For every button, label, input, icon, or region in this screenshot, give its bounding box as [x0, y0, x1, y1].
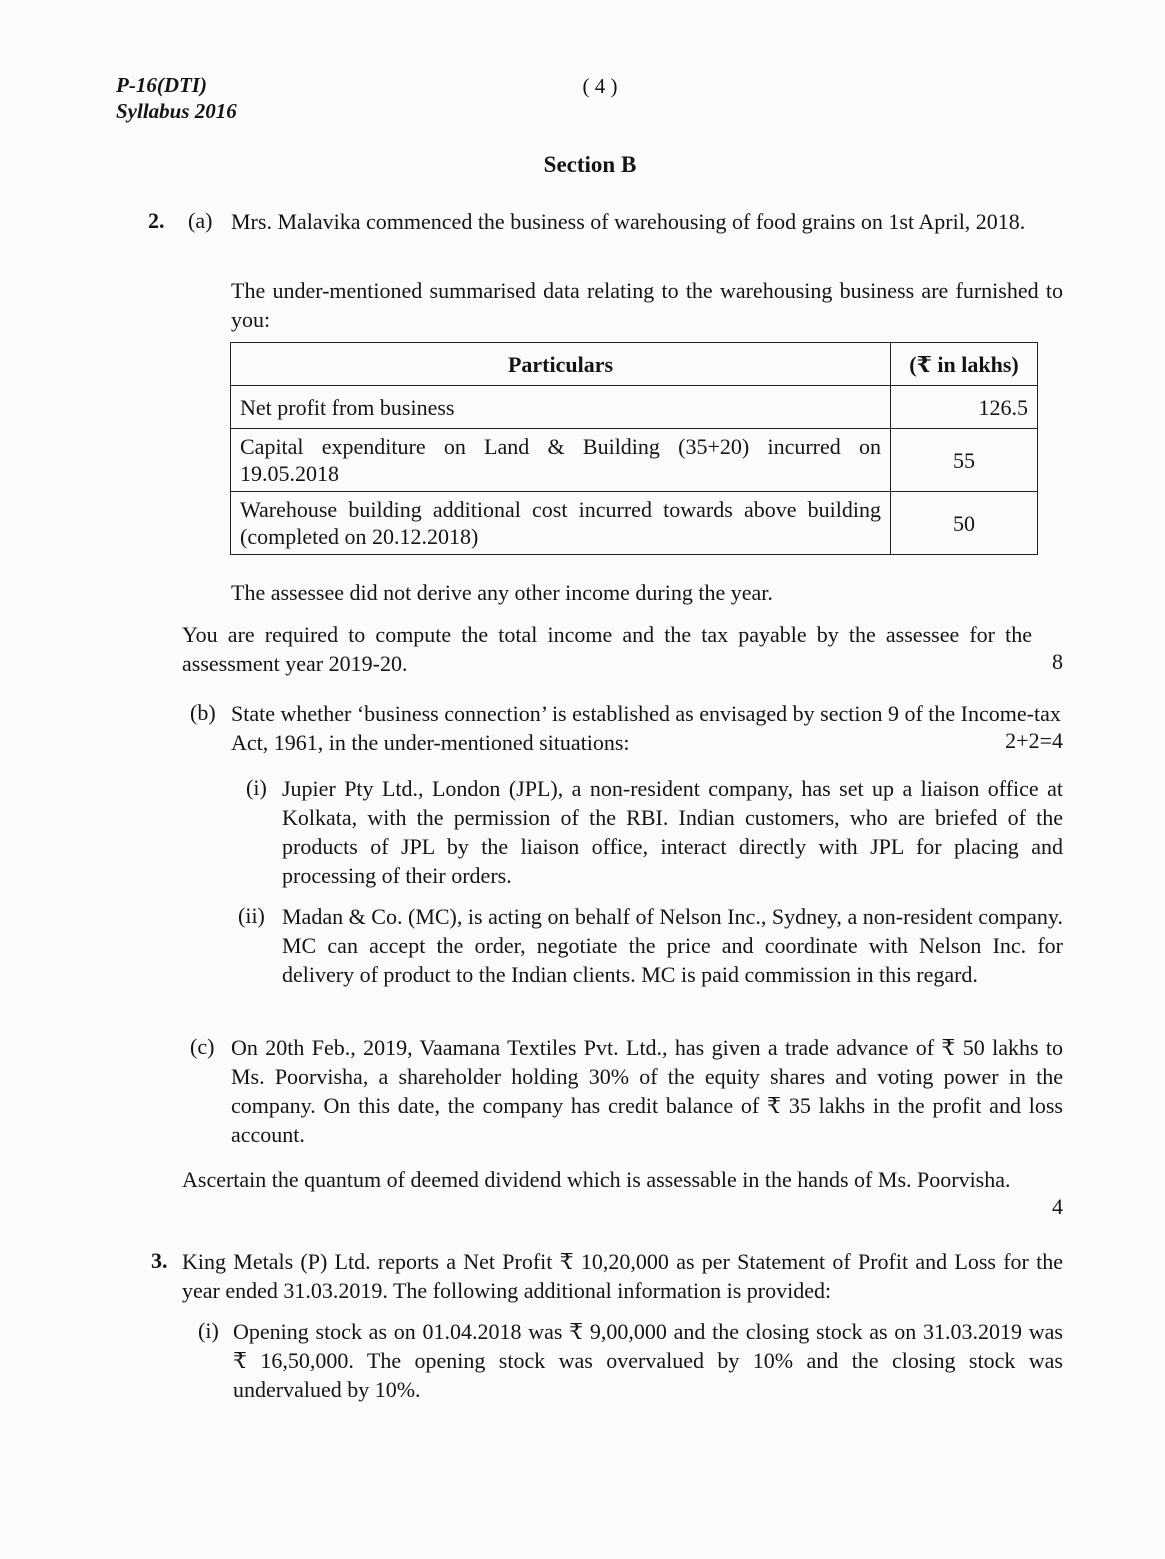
q2c-text: On 20th Feb., 2019, Vaamana Textiles Pvt. Ltd., has given a trade advance of ₹ 50 lakhs to Ms. Poorvisha, a shareholder holding 30% of the equity shares and voting power in the company. On this date, the company has credit balance of ₹ 35 lakhs in the profit and loss account. [231, 1035, 1063, 1147]
syllabus-label: Syllabus 2016 [116, 99, 237, 123]
question-3-number: 3. [151, 1248, 168, 1273]
col-amount: (₹ in lakhs) [891, 343, 1038, 386]
paper-header [116, 72, 237, 124]
q2b-marks: 2+2=4 [1005, 728, 1063, 753]
row-particulars: Capital expenditure on Land & Building (35+20) incurred on 19.05.2018 [231, 429, 891, 492]
row-amount: 50 [891, 492, 1038, 555]
q3-item-1-label: (i) [198, 1318, 219, 1343]
row-amount: 126.5 [891, 386, 1038, 429]
q2a-intro: Mrs. Malavika commenced the business of warehousing of food grains on 1st April, 2018. [231, 209, 1026, 234]
q2c-label: (c) [190, 1034, 215, 1059]
q2c-question: Ascertain the quantum of deemed dividend which is assessable in the hands of Ms. Poorvisha. [182, 1167, 1011, 1192]
warehousing-data-table [230, 342, 1038, 555]
table-row [231, 429, 1038, 492]
paper-code: P-16(DTI) [116, 73, 207, 97]
q2a-label: (a) [188, 208, 213, 233]
q2a-marks: 8 [1052, 649, 1063, 674]
q2b-item-2-text: Madan & Co. (MC), is acting on behalf of Nelson Inc., Sydney, a non-resident company. MC can accept the order, negotiate the price and coordinate with Nelson Inc. for delivery of product to the Indian clients. MC is paid commission in this regard. [282, 904, 1063, 987]
q2b-label: (b) [190, 700, 216, 725]
q2a-note: The assessee did not derive any other income during the year. [231, 580, 773, 605]
table-row [231, 492, 1038, 555]
question-2-number: 2. [148, 208, 165, 233]
page-number: ( 4 ) [582, 74, 618, 98]
q2b-item-2-label: (ii) [238, 903, 265, 928]
q2b-item-1-label: (i) [246, 775, 267, 800]
q2c-marks: 4 [1052, 1194, 1063, 1219]
q2a-data-intro: The under-mentioned summarised data relating to the warehousing business are furnished to you: [231, 278, 1063, 332]
q2b-item-1-text: Jupier Pty Ltd., London (JPL), a non-resident company, has set up a liaison office at Kolkata, with the permission of the RBI. Indian customers, who are briefed of the products of JPL by the liaison office, interact directly with JPL for placing and processing of their orders. [282, 776, 1063, 888]
q2a-question: You are required to compute the total income and the tax payable by the assessee for the assessment year 2019-20. [182, 622, 1032, 676]
table-row [231, 386, 1038, 429]
section-title: Section B [543, 152, 637, 177]
q3-item-1-text: Opening stock as on 01.04.2018 was ₹ 9,00,000 and the closing stock as on 31.03.2019 was ₹ 16,50,000. The opening stock was overvalued by 10% and the closing stock was undervalued by 10%. [233, 1319, 1063, 1402]
q3-intro: King Metals (P) Ltd. reports a Net Profit ₹ 10,20,000 as per Statement of Profit and Loss for the year ended 31.03.2019. The following additional information is provided: [182, 1249, 1063, 1303]
table-header-row [231, 343, 1038, 386]
row-particulars: Warehouse building additional cost incurred towards above building (completed on 20.12.2018) [231, 492, 891, 555]
row-particulars: Net profit from business [231, 386, 891, 429]
q2b-question: State whether ‘business connection’ is established as envisaged by section 9 of the Income-tax Act, 1961, in the under-mentioned situations: [231, 701, 1061, 755]
col-particulars: Particulars [231, 343, 891, 386]
row-amount: 55 [891, 429, 1038, 492]
